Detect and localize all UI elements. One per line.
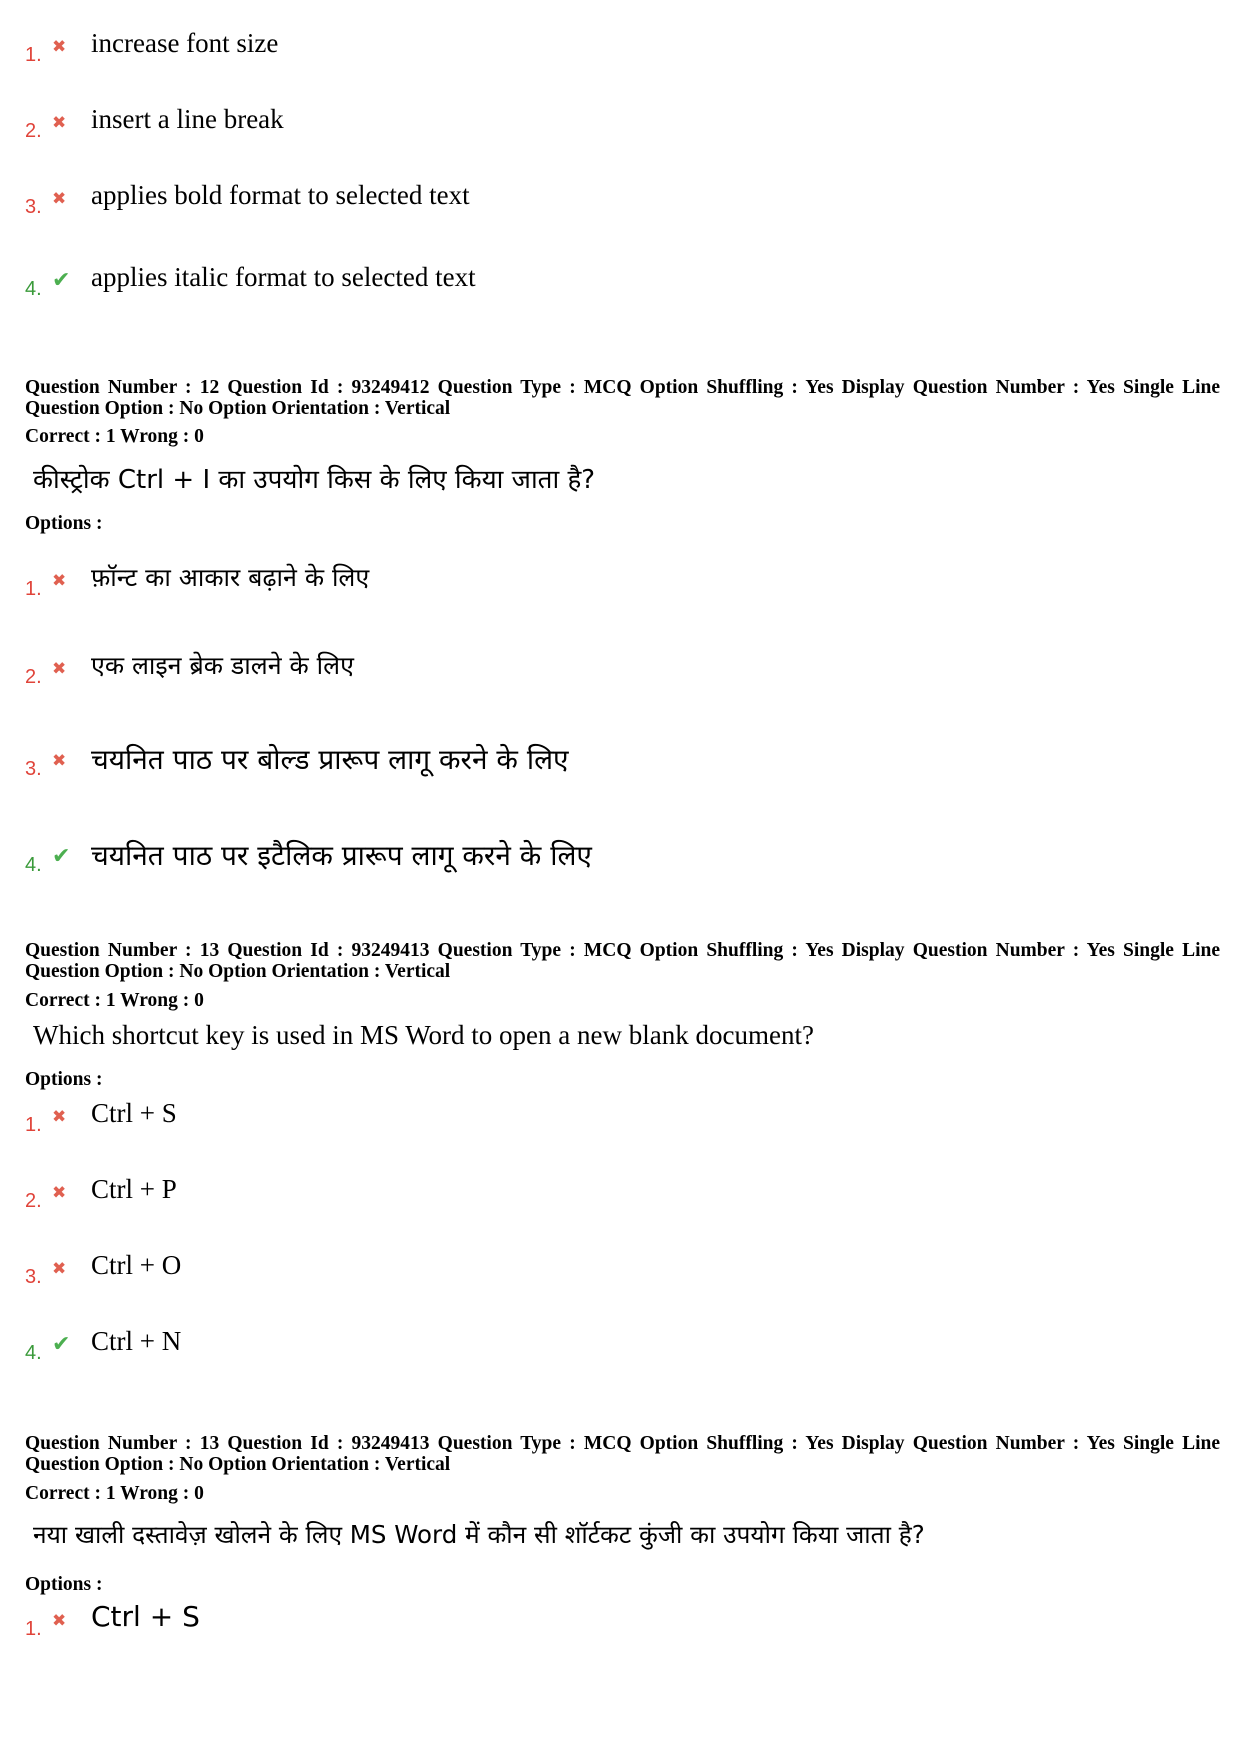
check-icon: ✔ — [52, 1332, 71, 1357]
option-4 — [0, 1326, 1240, 1370]
question-meta: Question Number : 13 Question Id : 93249413 Question Type : MCQ Option Shuffling : Yes Display Question Number : Yes Single Line Question Option : No Option Orientation : Vertical — [25, 940, 1220, 982]
cross-icon: ✖ — [52, 37, 67, 57]
question-marks: Correct : 1 Wrong : 0 — [25, 426, 204, 447]
question-marks: Correct : 1 Wrong : 0 — [25, 990, 204, 1011]
option-3 — [0, 743, 1240, 786]
options-label: Options : — [25, 513, 103, 534]
option-text: फ़ॉन्ट का आकार बढ़ाने के लिए — [91, 563, 370, 592]
option-text: Ctrl + N — [91, 1326, 182, 1356]
cross-icon: ✖ — [52, 189, 67, 209]
option-number: 1. — [25, 44, 42, 66]
option-1 — [0, 563, 1240, 606]
cross-icon: ✖ — [52, 571, 67, 591]
option-2 — [0, 1174, 1240, 1218]
cross-icon: ✖ — [52, 1183, 67, 1203]
check-icon: ✔ — [52, 844, 71, 869]
option-number: 1. — [25, 1618, 42, 1640]
question-marks: Correct : 1 Wrong : 0 — [25, 1483, 204, 1504]
option-text: चयनित पाठ पर बोल्ड प्रारूप लागू करने के लिए — [91, 743, 569, 776]
option-text: चयनित पाठ पर इटैलिक प्रारूप लागू करने के लिए — [91, 839, 592, 872]
option-number: 4. — [25, 854, 42, 876]
cross-icon: ✖ — [52, 1259, 67, 1279]
option-1 — [0, 1600, 1240, 1646]
option-4 — [0, 262, 1240, 306]
cross-icon: ✖ — [52, 659, 67, 679]
option-number: 1. — [25, 1114, 42, 1136]
option-number: 3. — [25, 196, 42, 218]
option-3 — [0, 1250, 1240, 1294]
check-icon: ✔ — [52, 268, 71, 293]
option-3 — [0, 180, 1240, 224]
cross-icon: ✖ — [52, 751, 67, 771]
option-text: एक लाइन ब्रेक डालने के लिए — [91, 651, 354, 680]
option-text: Ctrl + S — [91, 1600, 200, 1633]
question-text: नया खाली दस्तावेज़ खोलने के लिए MS Word में कौन सी शॉर्टकट कुंजी का उपयोग किया जाता है? — [33, 1520, 925, 1549]
cross-icon: ✖ — [52, 1611, 67, 1631]
option-number: 4. — [25, 1342, 42, 1364]
option-number: 4. — [25, 278, 42, 300]
cross-icon: ✖ — [52, 1107, 67, 1127]
question-text: कीस्ट्रोक Ctrl + I का उपयोग किस के लिए किया जाता है? — [33, 465, 596, 495]
option-text: Ctrl + O — [91, 1250, 182, 1280]
option-number: 3. — [25, 1266, 42, 1288]
option-1 — [0, 28, 1240, 72]
option-1 — [0, 1098, 1240, 1142]
cross-icon: ✖ — [52, 113, 67, 133]
option-number: 2. — [25, 120, 42, 142]
options-label: Options : — [25, 1574, 103, 1595]
option-text: increase font size — [91, 28, 279, 58]
option-number: 2. — [25, 666, 42, 688]
option-number: 2. — [25, 1190, 42, 1212]
question-meta: Question Number : 12 Question Id : 93249412 Question Type : MCQ Option Shuffling : Yes Display Question Number : Yes Single Line Question Option : No Option Orientation : Vertical — [25, 377, 1220, 419]
option-number: 1. — [25, 578, 42, 600]
option-number: 3. — [25, 758, 42, 780]
option-4 — [0, 839, 1240, 882]
option-text: Ctrl + P — [91, 1174, 177, 1204]
question-meta: Question Number : 13 Question Id : 93249413 Question Type : MCQ Option Shuffling : Yes Display Question Number : Yes Single Line Question Option : No Option Orientation : Vertical — [25, 1433, 1220, 1475]
option-text: Ctrl + S — [91, 1098, 177, 1128]
option-text: applies italic format to selected text — [91, 262, 476, 292]
option-text: applies bold format to selected text — [91, 180, 470, 210]
options-label: Options : — [25, 1069, 103, 1090]
question-text: Which shortcut key is used in MS Word to open a new blank document? — [33, 1020, 814, 1050]
option-text: insert a line break — [91, 104, 284, 134]
option-2 — [0, 104, 1240, 148]
option-2 — [0, 651, 1240, 694]
